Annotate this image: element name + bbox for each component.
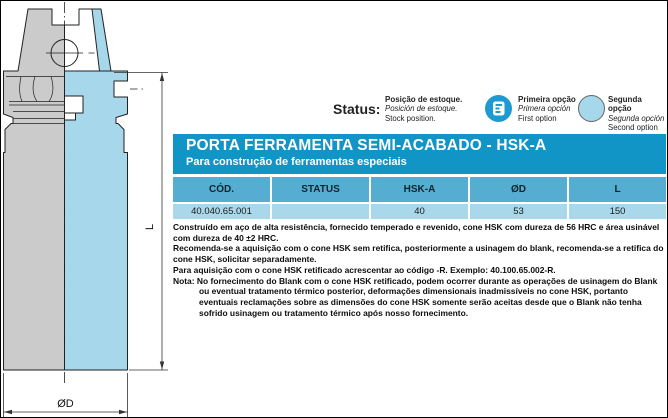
first-option-subtitle: Primera opción — [518, 104, 571, 114]
dimension-diameter — [4, 373, 128, 418]
column-header-cod: CÓD. — [173, 177, 270, 202]
taper-wall-section — [92, 9, 111, 71]
cell-status — [272, 204, 369, 219]
column-header-l: L — [569, 177, 666, 202]
title-bar — [173, 134, 666, 174]
page-subtitle: Para construção de ferramentas especiais — [186, 156, 407, 168]
stock-caption: Stock position. — [385, 113, 436, 123]
note-text: No fornecimento do Blank com o cone HSK retificado, podem ocorrer durante as operações de usinagem do Blank ou eventual tratamento térmico posterior, deformações dimensionais inadmissíveis no cone HSK, portanto eventuais reclamações sobre as dimensões do cone HSK somente serão aceitas desde que o Blank não tenha sofrido usinagem ou tratamento térmico após nosso fornecimento. — [196, 275, 658, 318]
column-header-status: STATUS — [272, 177, 369, 202]
column-header-hska: HSK-A — [371, 177, 468, 202]
first-option-caption: First option — [518, 113, 557, 123]
description-note — [173, 276, 667, 319]
taper-rim-outline — [65, 9, 93, 25]
product-table — [173, 177, 666, 219]
description-paragraph-2: Recomenda-se a aquisição com o cone HSK sem retifica, posteriormente a usinagem do blank, recomenda-se a retifica do cone HSK, solicitar separadamente. — [173, 243, 664, 265]
cell-hska: 40 — [371, 204, 468, 219]
bore-cutout-upper — [65, 96, 84, 113]
second-option-icon — [578, 95, 605, 122]
cell-cod: 40.040.65.001 — [173, 204, 270, 219]
cell-od: 53 — [470, 204, 567, 219]
description-paragraph-1: Construído em aço de alta resistência, fornecido temperado e revenido, cone HSK com dureza de 56 HRC e área usinável com dureza de 40 ±2 HRC. — [173, 222, 660, 243]
technical-drawing — [1, 1, 171, 418]
status-label: Status: — [333, 101, 381, 117]
second-option-subtitle: Segunda opción — [608, 113, 665, 123]
dim-length-label: L — [144, 223, 156, 230]
stock-subtitle: Posición de estoque. — [385, 104, 458, 114]
bore-cutout-lower — [65, 113, 76, 120]
legend-item-stock — [385, 95, 462, 123]
column-header-od: ØD — [470, 177, 567, 202]
description-paragraph-3: Para aquisição com o cone HSK retificado acrescentar ao código -R. Exemplo: 40.100.65.002-R. — [173, 264, 556, 275]
stock-title: Posição de estoque. — [385, 95, 463, 104]
dim-diameter-label: ØD — [57, 398, 74, 410]
second-option-title: Segunda opção — [608, 95, 642, 114]
second-option-caption: Second option — [608, 122, 658, 132]
legend-item-second-option — [608, 95, 667, 132]
cell-l: 150 — [569, 204, 666, 219]
note-label: Nota: — [173, 275, 195, 286]
first-option-icon — [485, 95, 512, 122]
first-option-title: Primeira opção — [518, 95, 576, 104]
legend-item-first-option — [518, 95, 576, 123]
description — [173, 222, 667, 318]
page-title: PORTA FERRAMENTA SEMI-ACABADO - HSK-A — [186, 137, 547, 154]
brand-badge-icon — [485, 95, 512, 122]
